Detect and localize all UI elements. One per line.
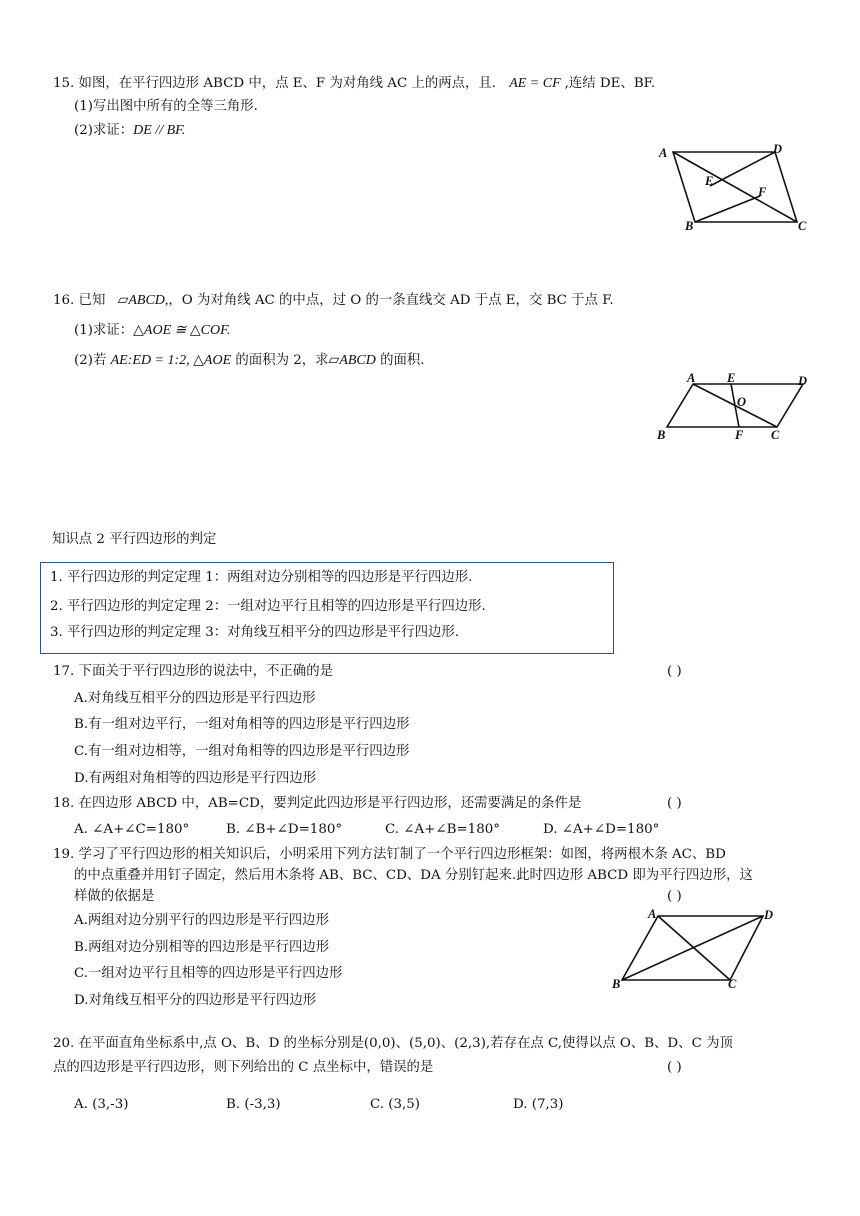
q16-part2-text-a: (2)若	[74, 353, 111, 368]
q16-stem-math: ▱ABCD,	[117, 293, 169, 308]
q19-label-a: A	[648, 907, 657, 921]
q19-option-a: A.两组对边分别平行的四边形是平行四边形	[74, 913, 329, 928]
q16-part2-text-c: 的面积.	[375, 353, 425, 368]
q16-label-o: O	[737, 395, 747, 409]
q18-option-a: A. ∠A+∠C=180°	[74, 822, 190, 837]
theorem-3: 3. 平行四边形的判定定理 3：对角线互相平分的四边形是平行四边形.	[50, 625, 460, 640]
q20-answer-paren: ( )	[667, 1060, 682, 1075]
q19-label-b: B	[612, 977, 621, 991]
q15-part2	[74, 122, 185, 140]
q18-stem: 18. 在四边形 ABCD 中，AB=CD，要判定此四边形是平行四边形，还需要满足的条件是	[53, 796, 582, 811]
q15-stem-text-a: 15. 如图，在平行四边形 ABCD 中，点 E、F 为对角线 AC 上的两点，且．	[53, 76, 506, 91]
q16-label-f: F	[735, 428, 744, 442]
q15-stem	[53, 75, 655, 93]
q19-stem-line3: 样做的依据是	[74, 889, 155, 904]
q16-label-c: C	[771, 428, 780, 442]
section-title: 知识点 2 平行四边形的判定	[52, 532, 217, 547]
q20-option-a: A. (3,-3)	[74, 1097, 129, 1112]
q19-answer-paren: ( )	[667, 889, 682, 904]
q19-label-d: D	[764, 908, 774, 922]
q20-stem-line1: 20. 在平面直角坐标系中,点 O、B、D 的坐标分别是(0,0)、(5,0)、(2,3),若存在点 C,使得以点 O、B、D、C 为顶	[53, 1036, 733, 1051]
q19-label-c: C	[728, 977, 737, 991]
q16-label-b: B	[657, 428, 666, 442]
q15-label-f: F	[758, 185, 767, 199]
q20-option-c: C. (3,5)	[370, 1097, 421, 1112]
q15-label-a: A	[659, 146, 668, 160]
q19-option-b: B.两组对边分别相等的四边形是平行四边形	[74, 940, 330, 955]
q20-option-d: D. (7,3)	[513, 1097, 564, 1112]
q15-part2-math: DE // BF.	[133, 123, 186, 138]
q15-part1: (1)写出图中所有的全等三角形.	[74, 99, 258, 114]
q15-part2-text: (2)求证：	[74, 123, 134, 138]
q17-option-d: D.有两组对角相等的四边形是平行四边形	[74, 771, 317, 786]
q15-stem-math: AE = CF	[509, 76, 561, 91]
q16-part1-math: △AOE ≅ △COF.	[133, 323, 231, 338]
q16-part2	[74, 352, 425, 370]
q17-option-b: B.有一组对边平行，一组对角相等的四边形是平行四边形	[74, 717, 410, 732]
q16-part1-text: (1)求证：	[74, 323, 134, 338]
q18-answer-paren: ( )	[667, 796, 682, 811]
q20-option-b: B. (-3,3)	[226, 1097, 281, 1112]
q19-option-d: D.对角线互相平分的四边形是平行四边形	[74, 993, 317, 1008]
q15-label-e: E	[705, 174, 714, 188]
q16-figure	[655, 372, 815, 444]
q18-option-c: C. ∠A+∠B=180°	[385, 822, 500, 837]
q15-stem-text-b: ,连结 DE、BF.	[564, 76, 656, 91]
q19-option-c: C.一组对边平行且相等的四边形是平行四边形	[74, 966, 343, 981]
q17-stem: 17. 下面关于平行四边形的说法中，不正确的是	[53, 664, 333, 679]
q16-part1	[74, 322, 230, 340]
q20-stem-line2: 点的四边形是平行四边形，则下列给出的 C 点坐标中，错误的是	[53, 1060, 434, 1075]
q16-stem	[53, 292, 614, 310]
q18-option-b: B. ∠B+∠D=180°	[226, 822, 343, 837]
q16-stem-text-b: ，O 为对角线 AC 的中点，过 O 的一条直线交 AD 于点 E，交 BC 于点 F.	[168, 293, 614, 308]
q15-label-c: C	[798, 219, 807, 233]
q15-label-d: D	[773, 142, 783, 156]
q15-figure	[655, 140, 815, 235]
q19-stem-line2: 的中点重叠并用钉子固定，然后用木条将 AB、BC、CD、DA 分别钉起来.此时四边形 ABCD 即为平行四边形，这	[74, 868, 753, 883]
q15-label-b: B	[685, 219, 694, 233]
q16-label-d: D	[798, 374, 808, 388]
theorem-1: 1. 平行四边形的判定定理 1：两组对边分别相等的四边形是平行四边形.	[50, 570, 473, 585]
q16-stem-text-a: 16. 已知	[53, 293, 110, 308]
q16-part2-math1: AE:ED = 1:2, △AOE	[110, 353, 232, 368]
q19-stem-line1: 19. 学习了平行四边形的相关知识后，小明采用下列方法钉制了一个平行四边形框架：如图，将两根木条 AC、BD	[53, 847, 726, 862]
q19-figure	[608, 904, 788, 992]
theorem-2: 2. 平行四边形的判定定理 2：一组对边平行且相等的四边形是平行四边形.	[50, 599, 486, 614]
q17-option-a: A.对角线互相平分的四边形是平行四边形	[74, 691, 316, 706]
q16-part2-text-b: 的面积为 2，求	[231, 353, 329, 368]
q18-option-d: D. ∠A+∠D=180°	[543, 822, 660, 837]
q16-part2-math2: ▱ABCD	[328, 353, 376, 368]
q17-option-c: C.有一组对边相等，一组对角相等的四边形是平行四边形	[74, 744, 410, 759]
q16-label-a: A	[687, 371, 696, 385]
q16-label-e: E	[727, 371, 736, 385]
q17-answer-paren: ( )	[667, 664, 682, 679]
